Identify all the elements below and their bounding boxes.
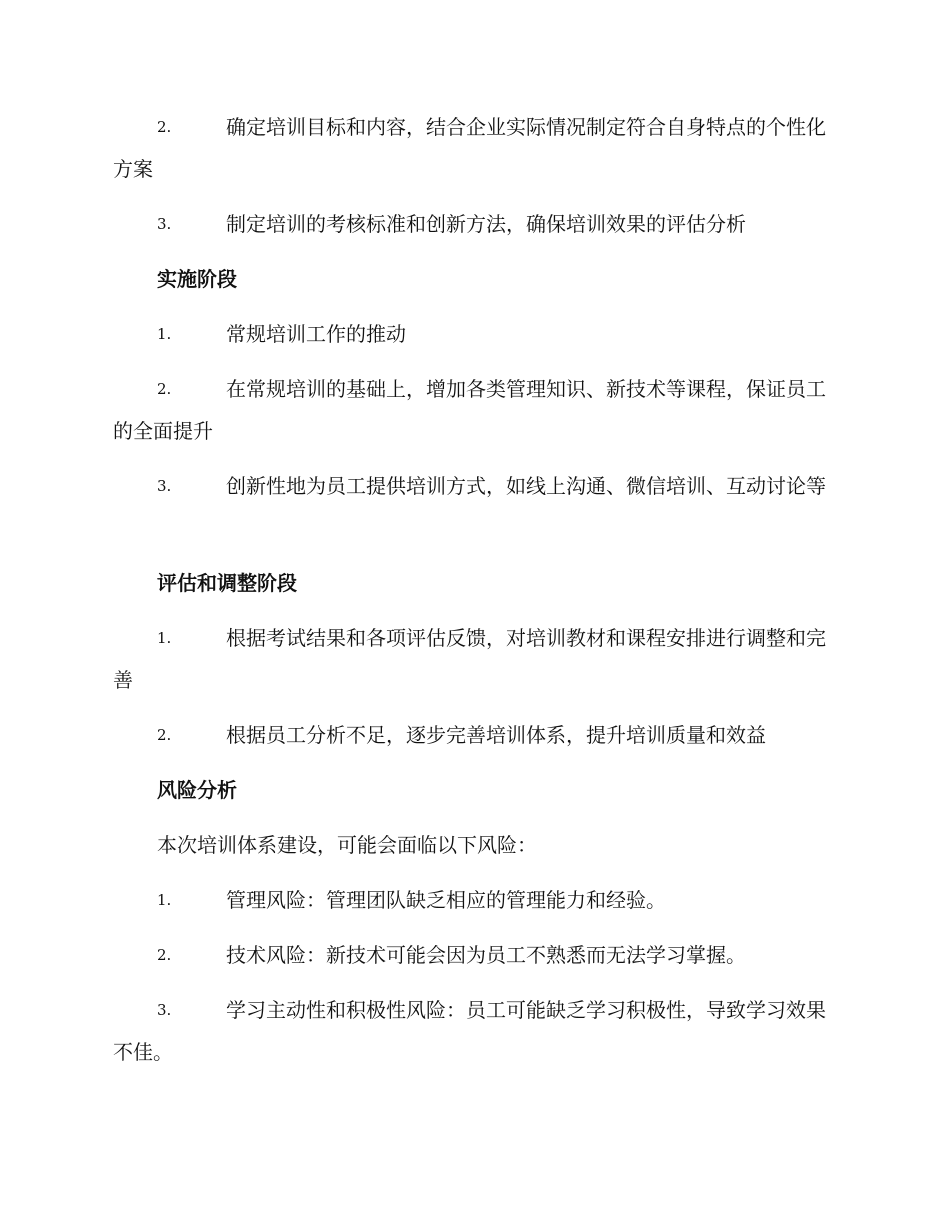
list-number: 1. xyxy=(157,325,172,343)
list-number: 3. xyxy=(157,477,172,495)
list-number: 3. xyxy=(157,215,172,233)
list-text: 根据员工分析不足，逐步完善培训体系，提升培训质量和效益 xyxy=(226,723,766,747)
list-item xyxy=(0,368,950,452)
list-number: 1. xyxy=(157,629,172,647)
section-heading-risk: 风险分析 xyxy=(157,778,237,802)
list-item xyxy=(0,313,950,355)
list-text: 技术风险：新技术可能会因为员工不熟悉而无法学习掌握。 xyxy=(226,943,746,967)
list-text: 确定培训目标和内容，结合企业实际情况制定符合自身特点的个性化方案 xyxy=(113,115,826,181)
list-text: 制定培训的考核标准和创新方法，确保培训效果的评估分析 xyxy=(226,212,746,236)
section-heading-implementation: 实施阶段 xyxy=(157,267,237,291)
list-item xyxy=(0,934,950,976)
section-heading-evaluation: 评估和调整阶段 xyxy=(157,571,297,595)
list-item xyxy=(0,465,950,507)
list-number: 2. xyxy=(157,380,172,398)
list-number: 2. xyxy=(157,726,172,744)
list-text: 根据考试结果和各项评估反馈，对培训教材和课程安排进行调整和完善 xyxy=(113,626,826,692)
list-item xyxy=(0,879,950,921)
list-text: 创新性地为员工提供培训方式，如线上沟通、微信培训、互动讨论等 xyxy=(226,474,826,498)
list-number: 1. xyxy=(157,891,172,909)
list-item xyxy=(0,203,950,245)
list-item xyxy=(0,714,950,756)
list-text: 常规培训工作的推动 xyxy=(226,322,406,346)
list-text: 管理风险：管理团队缺乏相应的管理能力和经验。 xyxy=(226,888,666,912)
list-number: 2. xyxy=(157,946,172,964)
list-text: 在常规培训的基础上，增加各类管理知识、新技术等课程，保证员工的全面提升 xyxy=(113,377,826,443)
list-number: 2. xyxy=(157,118,172,136)
list-text: 学习主动性和积极性风险：员工可能缺乏学习积极性，导致学习效果不佳。 xyxy=(113,998,826,1064)
list-number: 3. xyxy=(157,1001,172,1019)
risk-intro-paragraph: 本次培训体系建设，可能会面临以下风险： xyxy=(157,833,537,857)
list-item xyxy=(0,106,950,190)
list-item xyxy=(0,989,950,1073)
list-item xyxy=(0,617,950,701)
